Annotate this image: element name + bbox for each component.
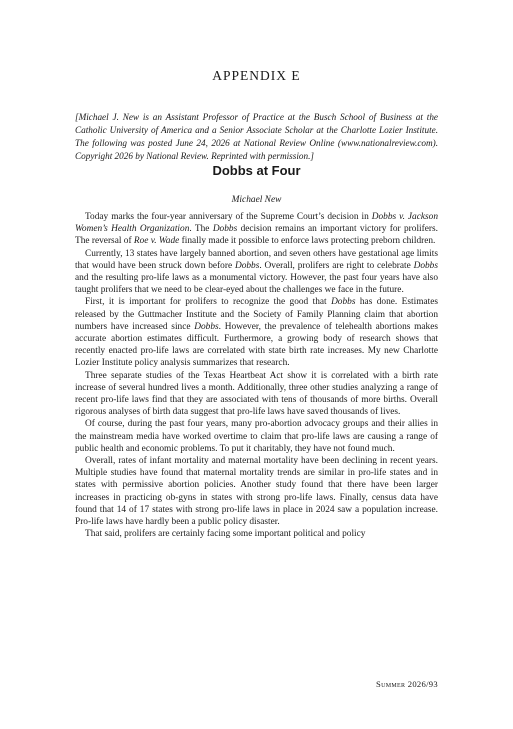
paragraph-2	[75, 248, 438, 297]
case-name-dobbs: Dobbs	[413, 260, 438, 271]
author-note: [Michael J. New is an Assistant Professor of Practice at the Busch School of Business at the Catholic University of America and a Senior Associate Scholar at the Charlotte Lozier Institute. The following was posted June 24, 2026 at National Review Online (www.nationalreview.com). Copyright 2026 by National Review. Reprinted with permission.]	[75, 112, 438, 161]
case-name-dobbs: Dobbs	[194, 321, 219, 332]
case-name-dobbs: Dobbs	[234, 260, 260, 271]
article-body	[75, 211, 438, 540]
case-name-dobbs: Dobbs	[212, 224, 238, 235]
paragraph-3-text-c: has done. Estimates released by the Guttmacher Institute and the Society of Family Planning claim that abortion numbers have increased since	[75, 297, 439, 332]
paragraph-1-text-c: . The	[189, 224, 213, 235]
paragraph-4: Three separate studies of the Texas Heartbeat Act show it is correlated with a birth rate increase of several hundred lives a month. Additionally, three other studies analyzing a range of recent pro-life laws find that they are associated with tens of thousands of more births. Overall rigorous analyses of birth data suggest that pro-life laws have saved thousands of lives.	[75, 370, 438, 418]
page-folio: Summer 2026/93	[376, 679, 438, 689]
case-name-dobbs: Dobbs	[331, 297, 356, 308]
case-name-dobbs-full: Dobbs v. Jackson Women’s Health Organization	[75, 212, 438, 235]
article-title: Dobbs at Four	[212, 163, 301, 178]
paragraph-1-text-a: Today marks the four-year anniversary of the Supreme Court’s decision in	[85, 212, 372, 222]
paragraph-3-text-e: . However, the prevalence of telehealth abortions makes accurate abortion estimates difficult. Furthermore, a growing body of research shows that recently enacted pro-life laws are correlated with state birth rate increases. My new Charlotte Lozier Institute policy analysis summarizes that research.	[75, 321, 438, 369]
paragraph-2-text-a: Currently, 13 states have largely banned abortion, and seven others have gestational age limits that would have been struck down before	[75, 248, 438, 271]
appendix-heading: APPENDIX E	[212, 68, 301, 83]
paragraph-1-text-e: decision remains an important victory for prolifers. The reversal of	[75, 224, 438, 247]
paragraph-1	[75, 211, 438, 248]
case-name-roe: Roe v. Wade	[133, 236, 180, 247]
article-byline: Michael New	[231, 195, 282, 205]
paragraph-7: That said, prolifers are certainly facing some important political and policy	[85, 529, 366, 540]
paragraph-3-text-a: First, it is important for prolifers to recognize the good that	[85, 297, 332, 308]
paragraph-6: Overall, rates of infant mortality and maternal mortality have been declining in recent years. Multiple studies have found that maternal mortality trends are similar in pro-life states and in states with permissive abortion policies. Another study found that there have been larger increases in practicing ob-gyns in states with strong pro-life laws. Finally, census data have found that 14 of 17 states with strong pro-life laws in place in 2024 saw a population increase. Pro-life laws have hardly been a public policy disaster.	[75, 456, 438, 528]
paragraph-3	[75, 296, 438, 369]
paragraph-5: Of course, during the past four years, many pro-abortion advocacy groups and their allies in the mainstream media have worked overtime to claim that pro-life laws are causing a range of public health and economic problems. To put it charitably, they have not found much.	[75, 419, 438, 454]
paragraph-2-text-c: . Overall, prolifers are right to celebrate	[259, 260, 414, 271]
paragraph-1-text-g: finally made it possible to enforce laws protecting preborn children.	[179, 236, 436, 247]
paragraph-2-text-e: and the resulting pro-life laws as a monumental victory. However, the past four years have also taught prolifers that we need to be clear-eyed about the challenges we face in the future.	[75, 273, 438, 296]
